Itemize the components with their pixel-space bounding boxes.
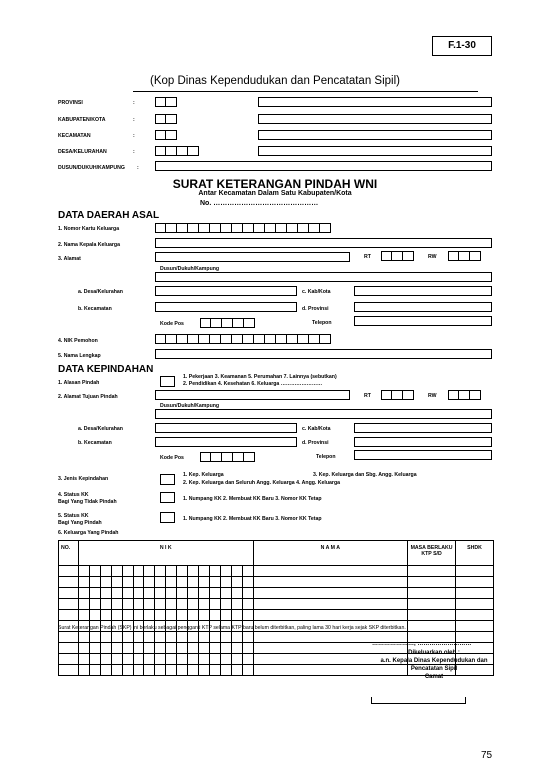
colon: :: [133, 133, 135, 139]
document-number: No. ………………………………………: [200, 200, 319, 207]
label-rw: RW: [428, 254, 437, 260]
section-heading-kepindahan: DATA KEPINDAHAN: [58, 364, 154, 375]
cell-nik[interactable]: [78, 588, 253, 599]
kabupaten-code-field[interactable]: [155, 114, 177, 124]
cell-no[interactable]: [59, 632, 79, 643]
colon: :: [137, 165, 139, 171]
colon: :: [133, 100, 135, 106]
label-provinsi: PROVINSI: [58, 100, 83, 106]
table-row: [59, 566, 494, 577]
label-status-kk-tidak-pindah: 4. Status KK: [58, 492, 89, 498]
label-nomor-kk: 1. Nomor Kartu Keluarga: [58, 226, 120, 232]
cell-masa-berlaku[interactable]: [408, 610, 456, 621]
alamat-field[interactable]: [155, 252, 350, 262]
alasan-pindah-box[interactable]: [160, 376, 175, 387]
kec-tujuan-field[interactable]: [155, 437, 297, 447]
alasan-options-row2: 2. Pendidikan 4. Kesehatan 6. Keluarga ……………………: [183, 381, 323, 387]
status-kk-tidak-pindah-box[interactable]: [160, 492, 175, 503]
dusun-name-field[interactable]: [155, 161, 492, 171]
kecamatan-code-field[interactable]: [155, 130, 177, 140]
issued-by: Dikeluarkan oleh :: [408, 650, 460, 656]
label-dusun: DUSUN/DUKUH/KAMPUNG: [58, 165, 125, 171]
cell-shdk[interactable]: [456, 610, 494, 621]
signatory-line1: a.n. Kepala Dinas Kependudukan dan: [380, 658, 488, 664]
desa-asal-field[interactable]: [155, 286, 297, 296]
label-desa-asal: a. Desa/Kelurahan: [78, 289, 123, 295]
provinsi-name-field[interactable]: [258, 97, 492, 107]
nama-lengkap-field[interactable]: [155, 349, 492, 359]
cell-nama[interactable]: [253, 577, 408, 588]
label-rw-tujuan: RW: [428, 393, 437, 399]
cell-nik[interactable]: [78, 610, 253, 621]
jenis-option-1: 1. Kep. Keluarga: [183, 472, 224, 478]
cell-nama[interactable]: [253, 588, 408, 599]
label-jenis-kepindahan: 3. Jenis Kepindahan: [58, 476, 109, 482]
cell-nik[interactable]: [78, 599, 253, 610]
label-status-kk-pindah: 5. Status KK: [58, 513, 89, 519]
label-desa-tujuan: a. Desa/Kelurahan: [78, 426, 123, 432]
alamat-tujuan-field[interactable]: [155, 390, 350, 400]
desa-tujuan-field[interactable]: [155, 423, 297, 433]
dusun-asal-field[interactable]: [155, 272, 492, 282]
document-subtitle: Antar Kecamatan Dalam Satu Kabupaten/Kota: [198, 190, 352, 197]
label-kabkota-asal: c. Kab/Kota: [302, 289, 331, 295]
status-kk-tidak-pindah-options: 1. Numpang KK 2. Membuat KK Baru 3. Nomor KK Tetap: [183, 496, 322, 502]
cell-shdk[interactable]: [456, 599, 494, 610]
cell-nik[interactable]: [78, 577, 253, 588]
jenis-option-3: 3. Kep. Keluarga dan Sbg. Angg. Keluarga: [313, 472, 417, 478]
kabkota-asal-field[interactable]: [354, 286, 492, 296]
nama-kepala-field[interactable]: [155, 238, 492, 248]
label-kecamatan: KECAMATAN: [58, 133, 91, 139]
kodepos-tujuan-field[interactable]: [200, 452, 255, 462]
cell-nik[interactable]: [78, 566, 253, 577]
label-prov-asal: d. Provinsi: [302, 306, 329, 312]
label-status-kk-tidak-pindah-sub: Bagi Yang Tidak Pindah: [58, 499, 117, 505]
col-header-masa-berlaku: MASA BERLAKU KTP S/D: [408, 541, 456, 566]
cell-no[interactable]: [59, 599, 79, 610]
validity-note: Surat Keterangan Pindah (SKP) ini berlaku sebagai pengganti KTP selama KTP baru belum diterbitkan, paling lama 30 hari kerja sejak SKP diterbitkan.: [58, 625, 406, 631]
label-prov-tujuan: d. Provinsi: [302, 440, 329, 446]
colon: :: [133, 149, 135, 155]
kabupaten-name-field[interactable]: [258, 114, 492, 124]
table-row: [59, 577, 494, 588]
label-kodepos-asal: Kode Pos: [160, 321, 184, 327]
rw-field[interactable]: [448, 251, 481, 261]
label-kodepos-tujuan: Kode Pos: [160, 455, 184, 461]
label-alasan-pindah: 1. Alasan Pindah: [58, 380, 100, 386]
label-nama-lengkap: 5. Nama Lengkap: [58, 353, 101, 359]
status-kk-pindah-box[interactable]: [160, 512, 175, 523]
kodepos-asal-field[interactable]: [200, 318, 255, 328]
cell-nama[interactable]: [253, 610, 408, 621]
rt-tujuan-field[interactable]: [381, 390, 414, 400]
signatory-line2: Pencatatan Sipil: [410, 666, 458, 672]
cell-shdk[interactable]: [456, 621, 494, 632]
label-rt: RT: [364, 254, 371, 260]
table-row: [59, 588, 494, 599]
cell-no[interactable]: [59, 588, 79, 599]
cell-nik[interactable]: [78, 632, 253, 643]
label-status-kk-pindah-sub: Bagi Yang Pindah: [58, 520, 102, 526]
label-telepon-tujuan: Telepon: [316, 454, 336, 460]
page-number: 75: [481, 750, 493, 761]
rt-field[interactable]: [381, 251, 414, 261]
cell-shdk[interactable]: [456, 566, 494, 577]
cell-masa-berlaku[interactable]: [408, 599, 456, 610]
kecamatan-name-field[interactable]: [258, 130, 492, 140]
col-header-shdk: SHDK: [456, 541, 494, 566]
nik-pemohon-field[interactable]: [155, 334, 331, 344]
status-kk-pindah-options: 1. Numpang KK 2. Membuat KK Baru 3. Nomor KK Tetap: [183, 516, 322, 522]
telepon-tujuan-field[interactable]: [354, 450, 492, 460]
label-nik-pemohon: 4. NIK Pemohon: [58, 338, 98, 344]
letterhead-divider: [133, 91, 478, 92]
label-dusun-asal: Dusun/Dukuh/Kampung: [160, 266, 220, 272]
desa-code-field[interactable]: [155, 146, 199, 156]
cell-no[interactable]: [59, 577, 79, 588]
cell-shdk[interactable]: [456, 588, 494, 599]
form-code: F.1-30: [432, 36, 492, 56]
dusun-tujuan-field[interactable]: [155, 409, 492, 419]
label-alamat-tujuan: 2. Alamat Tujuan Pindah: [58, 394, 118, 400]
jenis-kepindahan-box[interactable]: [160, 474, 175, 485]
cell-masa-berlaku[interactable]: [408, 588, 456, 599]
col-header-nik: N I K: [78, 541, 253, 566]
col-header-no: NO.: [59, 541, 79, 566]
kec-asal-field[interactable]: [155, 302, 297, 312]
table-row: [59, 599, 494, 610]
cell-masa-berlaku[interactable]: [408, 621, 456, 632]
label-dusun-tujuan: Dusun/Dukuh/Kampung: [160, 403, 220, 409]
label-kec-asal: b. Kecamatan: [78, 306, 112, 312]
telepon-asal-field[interactable]: [354, 316, 492, 326]
desa-name-field[interactable]: [258, 146, 492, 156]
cell-masa-berlaku[interactable]: [408, 566, 456, 577]
cell-shdk[interactable]: [456, 577, 494, 588]
jenis-options-row2: 2. Kep. Keluarga dan Seluruh Angg. Keluarga 4. Angg. Keluarga: [183, 480, 340, 486]
section-heading-asal: DATA DAERAH ASAL: [58, 210, 160, 221]
table-row: [59, 610, 494, 621]
signature-line: [371, 697, 466, 704]
nomor-kk-field[interactable]: [155, 223, 331, 233]
label-nama-kepala: 2. Nama Kepala Keluarga: [58, 242, 120, 248]
label-rt-tujuan: RT: [364, 393, 371, 399]
signatory-line3: Camat: [424, 674, 444, 680]
colon: :: [133, 117, 135, 123]
document-title: SURAT KETERANGAN PINDAH WNI: [172, 177, 378, 191]
kabkota-tujuan-field[interactable]: [354, 423, 492, 433]
cell-masa-berlaku[interactable]: [408, 577, 456, 588]
label-kec-tujuan: b. Kecamatan: [78, 440, 112, 446]
alasan-options-row1: 1. Pekerjaan 3. Keamanan 5. Perumahan 7. Lainnya (sebutkan): [183, 374, 337, 380]
place-date: …………………, ………………………: [372, 641, 472, 647]
cell-no[interactable]: [59, 610, 79, 621]
label-kabupaten: KABUPATEN/KOTA: [58, 117, 106, 123]
label-kabkota-tujuan: c. Kab/Kota: [302, 426, 331, 432]
label-keluarga-pindah: 6. Keluarga Yang Pindah: [58, 530, 119, 536]
label-alamat: 3. Alamat: [58, 256, 81, 262]
prov-tujuan-field[interactable]: [354, 437, 492, 447]
cell-nama[interactable]: [253, 599, 408, 610]
provinsi-code-field[interactable]: [155, 97, 177, 107]
rw-tujuan-field[interactable]: [448, 390, 481, 400]
label-telepon-asal: Telepon: [312, 320, 332, 326]
label-desa: DESA/KELURAHAN: [58, 149, 107, 155]
col-header-nama: N A M A: [253, 541, 408, 566]
letterhead-title: (Kop Dinas Kependudukan dan Pencatatan Sipil): [150, 75, 400, 87]
prov-asal-field[interactable]: [354, 302, 492, 312]
cell-nama[interactable]: [253, 566, 408, 577]
cell-no[interactable]: [59, 566, 79, 577]
